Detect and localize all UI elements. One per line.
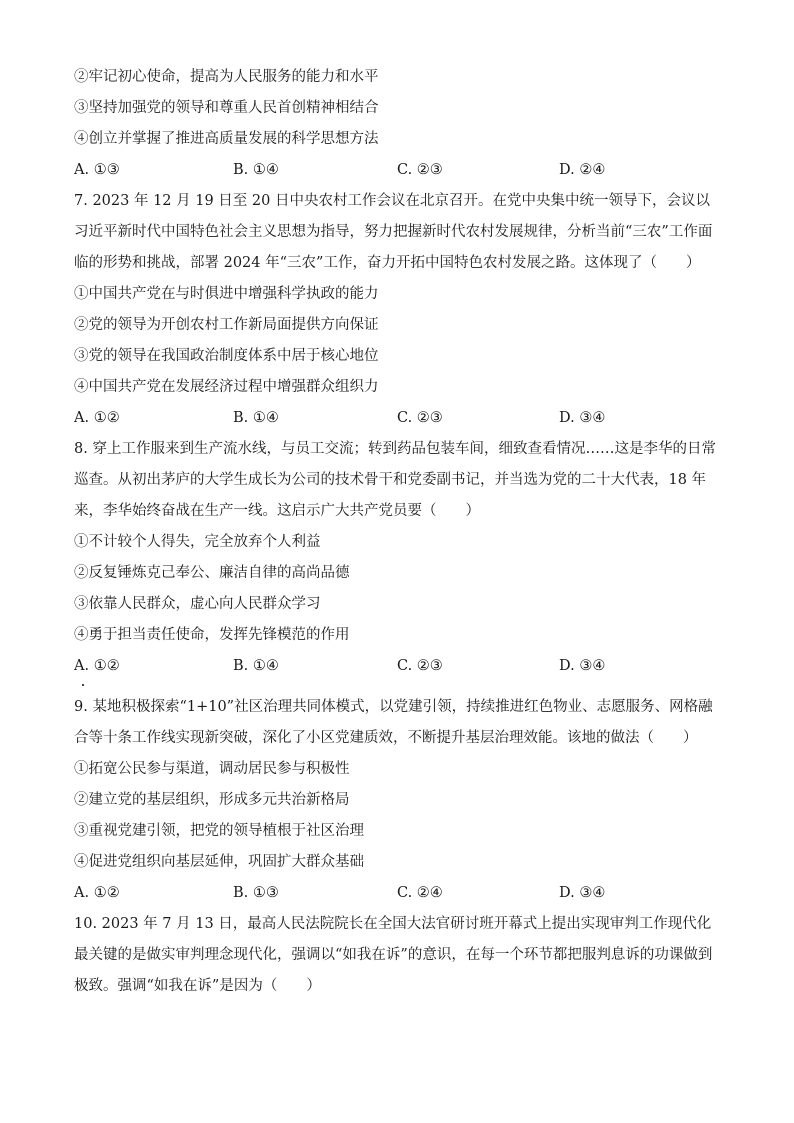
option-statement: ②建立党的基层组织，形成多元共治新格局 [74,792,350,808]
option-statement: ②反复锤炼克己奉公、廉洁自律的高尚品德 [74,565,350,581]
choice-c: C. ②④ [397,885,443,901]
answer-choices-q7 [74,403,724,434]
choice-a: A. ①③ [74,162,120,178]
answer-choices-q8 [74,651,724,682]
choice-d: D. ③④ [559,658,606,674]
choice-a: A. ①② [74,410,120,426]
option-statement: ④勇于担当责任使命，发挥先锋模范的作用 [74,627,350,643]
option-statement: ①中国共产党在与时俱进中增强科学执政的能力 [74,286,379,302]
choice-c: C. ②③ [397,658,443,674]
stray-mark [82,684,84,686]
question-content [74,62,724,1002]
option-statement: ③党的领导在我国政治制度体系中居于核心地位 [74,348,379,364]
question-10-stem: 10. 2023 年 7 月 13 日，最高人民法院院长在全国大法官研讨班开幕式上提出实现审判工作现代化最关键的是做实审判理念现代化，强调以“如我在诉”的意识，在每一个环节都把服判息诉的功课做到极致。强调“如我在诉”是因为（ ） [74,916,713,994]
choice-d: D. ③④ [559,885,606,901]
choice-a: A. ①② [74,885,120,901]
choice-d: D. ③④ [559,410,606,426]
spacer [74,682,724,692]
question-7-stem: 7. 2023 年 12 月 19 日至 20 日中央农村工作会议在北京召开。在党中央集中统一领导下，会议以习近平新时代中国特色社会主义思想为指导，努力把握新时代农村发展规律，分析当前“三农”工作面临的形势和挑战，部署 2024 年“三农”工作，奋力开拓中国特色农村发展之路。这体现了（ ） [74,193,713,271]
choice-a: A. ①② [74,658,120,674]
answer-choices-q6 [74,155,724,186]
option-statement: ③依靠人民群众，虚心向人民群众学习 [74,596,321,612]
question-9-stem: 9. 某地积极探索“1+10”社区治理共同体模式，以党建引领，持续推进红色物业、志愿服务、网格融合等十条工作线实现新突破，深化了小区党建质效，不断提升基层治理效能。该地的做法（ ） [74,699,713,746]
option-statement: ②牢记初心使命，提高为人民服务的能力和水平 [74,69,379,85]
choice-c: C. ②③ [397,162,443,178]
answer-choices-q9 [74,878,724,909]
choice-b: B. ①④ [233,162,279,178]
option-statement: ③坚持加强党的领导和尊重人民首创精神相结合 [74,100,379,116]
choice-b: B. ①④ [233,410,279,426]
option-statement: ④促进党组织向基层延伸，巩固扩大群众基础 [74,854,364,870]
choice-b: B. ①③ [233,885,279,901]
choice-b: B. ①④ [233,658,279,674]
option-statement: ③重视党建引领，把党的领导植根于社区治理 [74,823,364,839]
option-statement: ④创立并掌握了推进高质量发展的科学思想方法 [74,131,379,147]
option-statement: ①不计较个人得失，完全放弃个人利益 [74,534,321,550]
option-statement: ④中国共产党在发展经济过程中增强群众组织力 [74,379,379,395]
option-statement: ②党的领导为开创农村工作新局面提供方向保证 [74,317,379,333]
question-8-stem: 8. 穿上工作服来到生产流水线，与员工交流；转到药品包装车间，细致查看情况……这是李华的日常巡查。从初出茅庐的大学生成长为公司的技术骨干和党委副书记，并当选为党的二十大代表，18 年来，李华始终奋战在生产一线。这启示广大共产党员要（ ） [74,441,716,519]
choice-c: C. ②③ [397,410,443,426]
choice-d: D. ②④ [559,162,606,178]
option-statement: ①拓宽公民参与渠道，调动居民参与积极性 [74,761,350,777]
